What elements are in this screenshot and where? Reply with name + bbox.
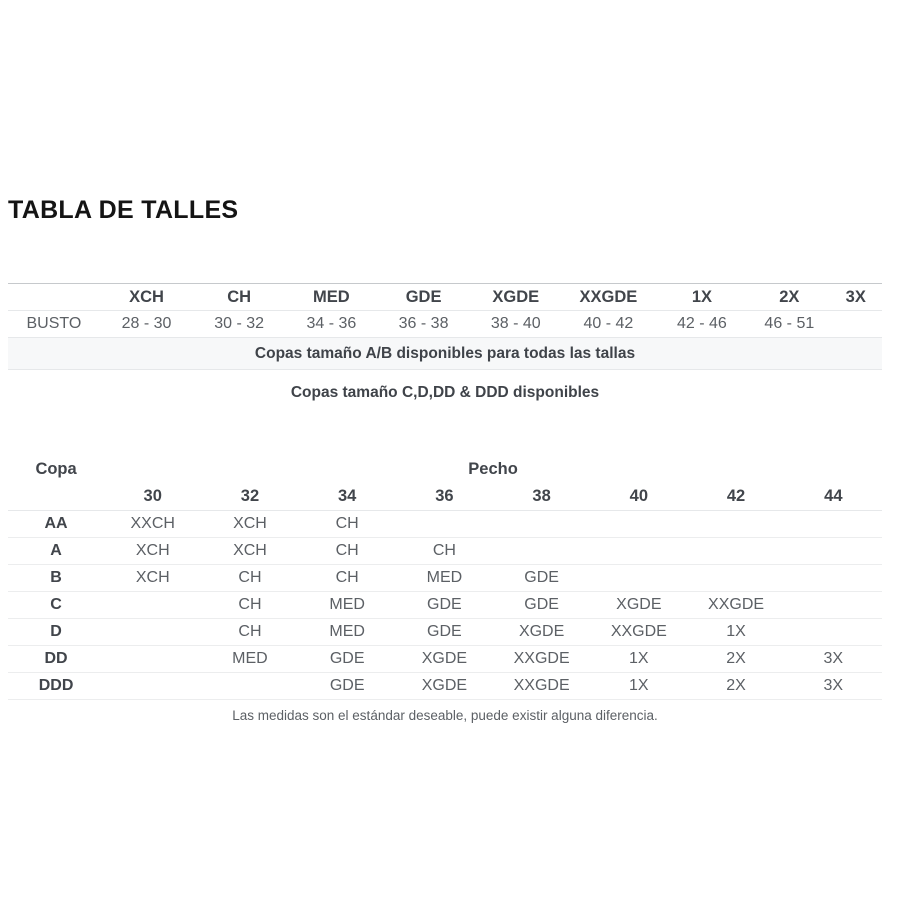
cup-size-cell: [396, 510, 493, 537]
cup-table-group-header-row: [8, 455, 882, 483]
cup-size-cell: [104, 645, 201, 672]
bust-row-label: BUSTO: [8, 311, 100, 338]
bust-range-cell: 28 - 30: [100, 311, 194, 338]
cup-size-cell: CH: [299, 537, 396, 564]
cup-size-cell: [493, 537, 590, 564]
chest-size-header: 44: [785, 483, 882, 510]
cup-row-label: DD: [8, 645, 104, 672]
bust-range-cell: 38 - 40: [469, 311, 562, 338]
cup-size-cell: XGDE: [590, 591, 687, 618]
size-column-header: 1X: [655, 284, 749, 311]
size-column-header: XXGDE: [562, 284, 655, 311]
chest-size-header: 30: [104, 483, 201, 510]
size-table: [8, 283, 882, 402]
cup-size-cell: [785, 564, 882, 591]
cup-size-cell: XXGDE: [590, 618, 687, 645]
cups-ab-note-row: [8, 338, 882, 370]
bust-range-cell: 36 - 38: [378, 311, 470, 338]
chest-size-header: 38: [493, 483, 590, 510]
chest-size-header-row: [8, 483, 882, 510]
bust-range-cell: 42 - 46: [655, 311, 749, 338]
cup-size-cell: GDE: [396, 618, 493, 645]
cup-size-cell: GDE: [493, 591, 590, 618]
cup-size-cell: XXCH: [104, 510, 201, 537]
size-table-header-row: [8, 284, 882, 311]
cup-size-cell: 1X: [687, 618, 784, 645]
cup-size-cell: GDE: [396, 591, 493, 618]
cup-size-cell: CH: [396, 537, 493, 564]
cup-row-b: [8, 564, 882, 591]
chest-size-header: 34: [299, 483, 396, 510]
cup-row-dd: [8, 645, 882, 672]
cup-size-cell: [493, 510, 590, 537]
cup-size-cell: CH: [299, 564, 396, 591]
cup-size-cell: [590, 537, 687, 564]
chest-size-corner-cell: [8, 483, 104, 510]
footer-note: Las medidas son el estándar deseable, puede existir alguna diferencia.: [232, 708, 658, 723]
cup-size-cell: [201, 672, 298, 699]
size-column-header: 3X: [830, 284, 882, 311]
cup-row-a: [8, 537, 882, 564]
bust-range-cell: [830, 311, 882, 338]
cup-size-cell: XCH: [104, 564, 201, 591]
bust-range-cell: 46 - 51: [749, 311, 829, 338]
cup-size-table: [8, 455, 882, 700]
size-column-header: MED: [285, 284, 378, 311]
cup-size-cell: MED: [201, 645, 298, 672]
cup-size-cell: XXGDE: [687, 591, 784, 618]
cups-cd-note-row: [8, 370, 882, 403]
size-column-header: XCH: [100, 284, 194, 311]
cup-size-cell: 3X: [785, 672, 882, 699]
chest-size-header: 42: [687, 483, 784, 510]
bust-range-cell: 30 - 32: [193, 311, 285, 338]
cup-row-d: [8, 618, 882, 645]
cup-size-cell: CH: [299, 510, 396, 537]
cup-size-cell: 1X: [590, 672, 687, 699]
cup-size-cell: 2X: [687, 672, 784, 699]
cup-size-cell: XCH: [201, 510, 298, 537]
page-title: TABLA DE TALLES: [8, 196, 239, 224]
size-table-corner-cell: [8, 284, 100, 311]
cup-size-cell: GDE: [493, 564, 590, 591]
cup-row-aa: [8, 510, 882, 537]
cup-size-cell: MED: [299, 591, 396, 618]
chest-size-header: 36: [396, 483, 493, 510]
cups-ab-note: Copas tamaño A/B disponibles para todas las tallas: [8, 338, 882, 370]
cup-row-label: D: [8, 618, 104, 645]
size-column-header: CH: [193, 284, 285, 311]
cup-size-cell: GDE: [299, 645, 396, 672]
cup-size-cell: [590, 564, 687, 591]
cup-size-cell: [785, 618, 882, 645]
cup-size-cell: 1X: [590, 645, 687, 672]
cup-size-cell: XCH: [201, 537, 298, 564]
cup-size-cell: [590, 510, 687, 537]
cup-row-label: C: [8, 591, 104, 618]
cup-size-cell: XGDE: [493, 618, 590, 645]
bust-range-cell: 34 - 36: [285, 311, 378, 338]
cup-size-cell: MED: [396, 564, 493, 591]
chest-group-header: Pecho: [468, 459, 518, 478]
cup-size-cell: 3X: [785, 645, 882, 672]
cup-size-cell: CH: [201, 618, 298, 645]
cup-size-cell: XXGDE: [493, 672, 590, 699]
cup-size-cell: [785, 510, 882, 537]
cup-row-label: A: [8, 537, 104, 564]
cup-size-cell: [785, 537, 882, 564]
cup-size-cell: MED: [299, 618, 396, 645]
bust-row: [8, 311, 882, 338]
cup-size-cell: [687, 537, 784, 564]
chest-size-header: 40: [590, 483, 687, 510]
cup-size-cell: GDE: [299, 672, 396, 699]
cup-size-cell: [687, 564, 784, 591]
cup-size-cell: XGDE: [396, 645, 493, 672]
cup-column-header: Copa: [35, 459, 77, 478]
cup-row-label: B: [8, 564, 104, 591]
cup-size-cell: [104, 672, 201, 699]
cup-size-cell: 2X: [687, 645, 784, 672]
cup-size-cell: CH: [201, 591, 298, 618]
cup-size-cell: XGDE: [396, 672, 493, 699]
cup-row-ddd: [8, 672, 882, 699]
cup-size-cell: XCH: [104, 537, 201, 564]
cup-size-cell: [687, 510, 784, 537]
size-column-header: XGDE: [469, 284, 562, 311]
cup-size-cell: CH: [201, 564, 298, 591]
cup-row-label: AA: [8, 510, 104, 537]
size-column-header: GDE: [378, 284, 470, 311]
cups-cd-note: Copas tamaño C,D,DD & DDD disponibles: [290, 384, 600, 401]
cup-row-label: DDD: [8, 672, 104, 699]
size-column-header: 2X: [749, 284, 829, 311]
cup-size-cell: [104, 618, 201, 645]
cup-size-cell: [785, 591, 882, 618]
chest-size-header: 32: [201, 483, 298, 510]
cup-size-cell: [104, 591, 201, 618]
cup-size-cell: XXGDE: [493, 645, 590, 672]
cup-row-c: [8, 591, 882, 618]
bust-range-cell: 40 - 42: [562, 311, 655, 338]
